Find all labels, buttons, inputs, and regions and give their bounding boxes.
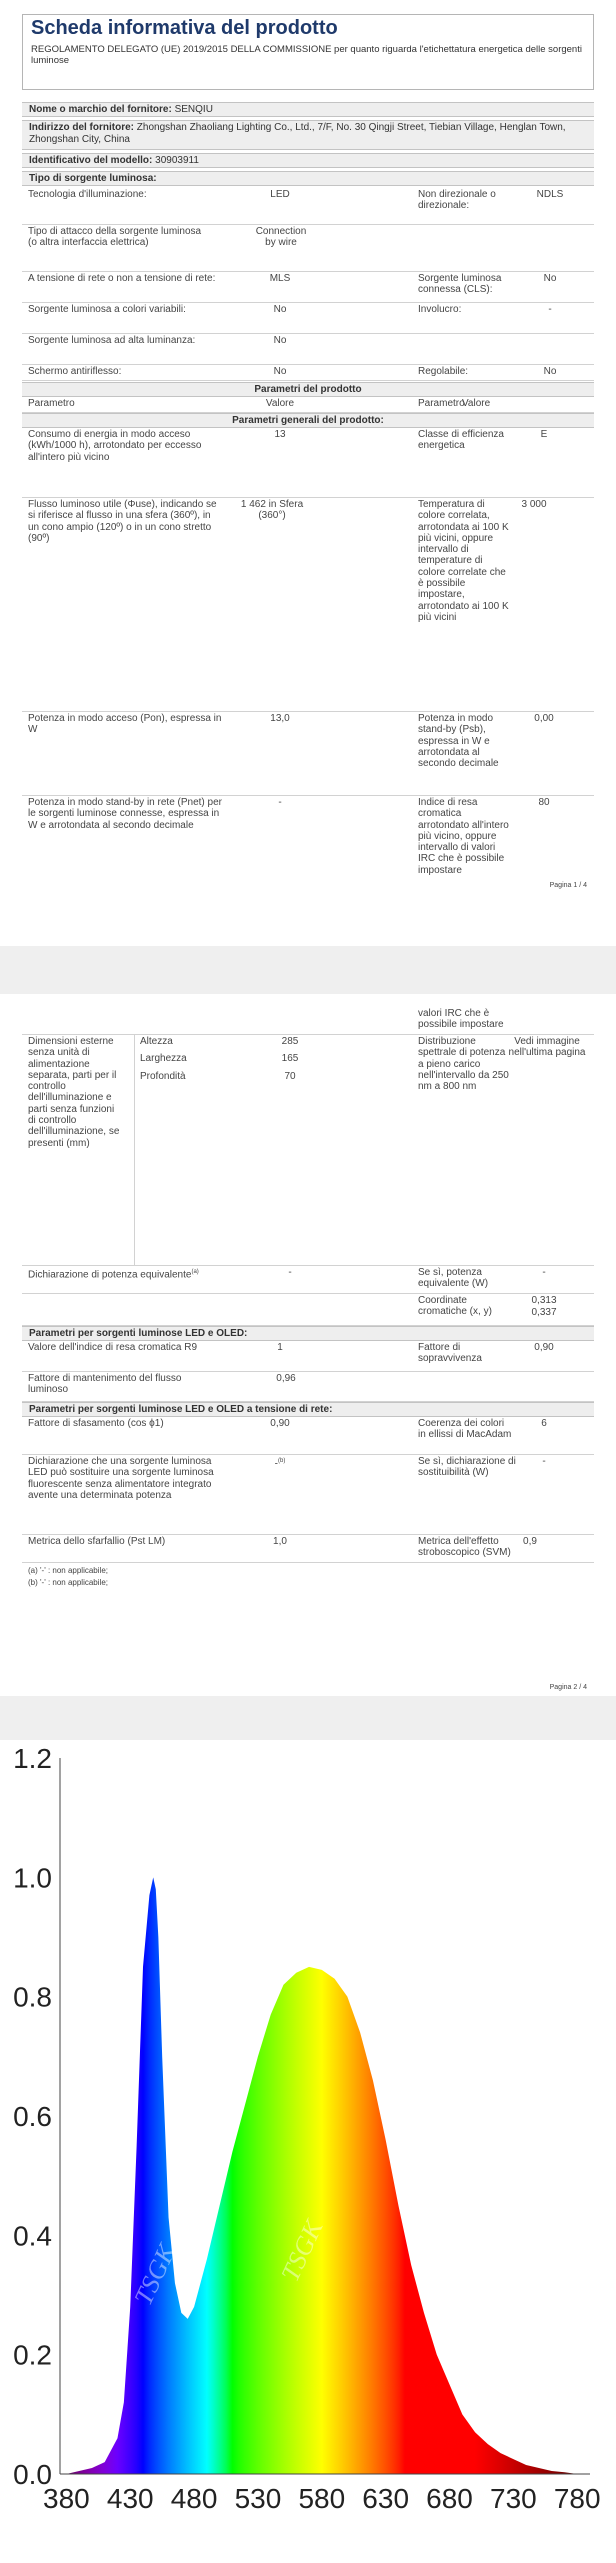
survival-value: 0,90 — [534, 1342, 554, 1353]
row-mains — [22, 272, 594, 303]
envelope-value: - — [548, 304, 552, 315]
led-oled-heading: Parametri per sorgenti luminose LED e OLED: — [22, 1326, 594, 1341]
page-separator-1 — [0, 946, 616, 994]
model-id-row: Identificativo del modello: 30903911 — [22, 153, 594, 168]
width-label: Larghezza — [140, 1053, 187, 1064]
row-cap-type — [22, 225, 594, 272]
row-flux — [22, 498, 594, 712]
hl-value: No — [273, 335, 287, 346]
depth-label: Profondità — [140, 1071, 186, 1082]
row-high-luminance — [22, 334, 594, 365]
row-glare — [22, 365, 594, 381]
replace2-value: - — [542, 1456, 546, 1467]
page-number-1: Pagina 1 / 4 — [549, 882, 587, 889]
strobo-value: 0,9 — [523, 1536, 537, 1547]
flicker-label: Metrica dello sfarfallio (Pst LM) — [28, 1536, 166, 1547]
x-tick-label: 630 — [362, 2483, 410, 2514]
supplier-address-value: Zhongshan Zhaoliang Lighting Co., Ltd., 7/F, No. 30 Qingji Street, Tiebian Village, Henglan Town, Zhongshan City, China — [29, 122, 566, 145]
macadam-label: Coerenza dei colori in ellissi di MacAdam — [418, 1418, 512, 1441]
psb-value: 0,00 — [534, 713, 554, 724]
spectral-distribution-chart — [0, 1740, 616, 2560]
watermark-2: TSGK — [428, 2108, 482, 2179]
survival-label: Fattore di sopravvivenza — [418, 1342, 482, 1365]
eqpower2-value: - — [542, 1267, 546, 1278]
page-2 — [0, 994, 616, 1696]
col-value: Valore — [265, 398, 295, 409]
energy-label: Consumo di energia in modo acceso (kWh/1000 h), arrotondato per eccesso all'intero più vicino — [28, 429, 202, 463]
supplier-brand-row: Nome o marchio del fornitore: SENQIU — [22, 102, 594, 117]
source-type-heading: Tipo di sorgente luminosa: — [22, 171, 594, 186]
replace2-label: Se sì, dichiarazione di sostituibilità (W) — [418, 1456, 516, 1479]
strobo-label: Metrica dell'effetto stroboscopico (SVM) — [418, 1536, 511, 1559]
supplier-address-row: Indirizzo del fornitore: Zhongshan Zhaoliang Lighting Co., Ltd., 7/F, No. 30 Qingji Street, Tiebian Village, Henglan Town, Zhongshan City, China — [22, 120, 594, 150]
col-param-2: Parametro — [418, 398, 465, 409]
chroma-label: Coordinate cromatiche (x, y) — [418, 1295, 492, 1318]
height-value: 285 — [281, 1036, 299, 1047]
macadam-value: 6 — [541, 1418, 547, 1429]
watermark-1: TSGK — [275, 2215, 329, 2286]
supplier-brand-value: SENQIU — [174, 104, 213, 115]
class-value: E — [540, 429, 548, 440]
x-tick-label: 780 — [553, 2483, 601, 2514]
cri-value: 80 — [538, 797, 550, 808]
y-tick-label: 0.4 — [13, 2220, 52, 2252]
dimmable-value: No — [543, 366, 557, 377]
tech-value: LED — [270, 189, 290, 200]
page-number-2: Pagina 2 / 4 — [549, 1684, 587, 1691]
page-title: Scheda informativa del prodotto — [31, 17, 338, 39]
x-tick-label: 380 — [43, 2483, 90, 2514]
x-tick-label: 730 — [490, 2483, 537, 2514]
watermark-0: TSGK — [128, 2239, 182, 2310]
disp-value: 0,90 — [270, 1418, 290, 1429]
cct-label: Temperatura di colore correlata, arrotondata ai 100 K più vicini, oppure intervallo di temperature di colore correlate che è possibile impostare, arrotondato ai 100 K più vicini — [418, 499, 509, 623]
row-flicker — [22, 1535, 594, 1563]
hl-label: Sorgente luminosa ad alta luminanza: — [28, 335, 196, 346]
col-value-2: Valore — [462, 398, 491, 409]
pon-label: Potenza in modo acceso (Pon), espressa in W — [28, 713, 222, 736]
col-param: Parametro — [28, 398, 75, 409]
row-chromaticity — [22, 1294, 594, 1326]
regulation-text: REGOLAMENTO DELEGATO (UE) 2019/2015 DELLA COMMISSIONE per quanto riguarda l'etichettatura energetica delle sorgenti luminose — [31, 44, 582, 66]
eqpower-value: - — [288, 1267, 292, 1278]
energy-value: 13 — [274, 429, 286, 440]
spd-value: Vedi immagine nell'ultima pagina — [508, 1036, 586, 1059]
row-tunable — [22, 303, 594, 334]
tunable-label: Sorgente luminosa a colori variabili: — [28, 304, 186, 315]
glare-label: Schermo antiriflesso: — [28, 366, 122, 377]
envelope-label: Involucro: — [418, 304, 462, 315]
psb-label: Potenza in modo stand-by (Psb), espressa in W e arrotondata al secondo decimale — [418, 713, 499, 770]
pnet-value: - — [278, 797, 282, 808]
eqpower2-label: Se sì, potenza equivalente (W) — [418, 1267, 489, 1290]
eqpower-label: Dichiarazione di potenza equivalente$^{(a)}$ — [28, 1269, 199, 1281]
row-technology — [22, 188, 594, 225]
row-r9 — [22, 1341, 594, 1372]
y-tick-label: 0.0 — [13, 2459, 52, 2490]
mains-value: MLS — [269, 273, 291, 284]
x-tick-label: 530 — [234, 2483, 282, 2514]
tunable-value: No — [273, 304, 287, 315]
row-energy — [22, 428, 594, 498]
cri-label-continued: valori IRC che è possibile impostare — [418, 1008, 504, 1031]
row-dimensions — [22, 1034, 594, 1266]
cct-value: 3 000 — [521, 499, 547, 510]
y-tick-label: 1.2 — [13, 1743, 52, 1774]
disp-label: Fattore di sfasamento (cos ϕ1) — [28, 1418, 164, 1429]
model-id-value: 30903911 — [155, 155, 199, 166]
x-tick-label: 680 — [426, 2483, 473, 2514]
class-label: Classe di efficienza energetica — [418, 429, 504, 452]
width-value: 165 — [281, 1053, 299, 1064]
pnet-label: Potenza in modo stand-by in rete (Pnet) per le sorgenti luminose connesse, espressa in W e arrotondata al secondo decimale — [28, 797, 222, 831]
general-params-heading: Parametri generali del prodotto: — [22, 413, 594, 428]
spectrum-area — [66, 1877, 577, 2474]
cls-value: No — [543, 273, 557, 284]
spd-label: Distribuzione spettrale di potenza a pieno carico nell'intervallo da 250 nm a 800 nm — [418, 1036, 509, 1093]
mains-led-heading: Parametri per sorgenti luminose LED e OLED a tensione di rete: — [22, 1402, 594, 1417]
y-tick-label: 0.8 — [13, 1981, 52, 2013]
directional-label: Non direzionale o direzionale: — [418, 189, 496, 212]
row-replacement — [22, 1455, 594, 1535]
params-column-headers — [22, 397, 594, 413]
tech-label: Tecnologia d'illuminazione: — [28, 189, 147, 200]
page-1 — [0, 0, 616, 946]
cap-label: Tipo di attacco della sorgente luminosa (o altra interfaccia elettrica) — [28, 226, 202, 249]
product-params-heading: Parametri del prodotto — [22, 382, 594, 397]
cap-value: Connection by wire — [255, 226, 307, 249]
watermark-3: TSGK — [533, 2078, 587, 2149]
cri-label: Indice di resa cromatica arrotondato all'intero più vicino, oppure intervallo di valori IRC che è possibile impostare — [418, 797, 509, 876]
x-tick-label: 480 — [170, 2483, 218, 2514]
y-tick-label: 0.6 — [13, 2101, 52, 2132]
row-standby-net — [22, 796, 594, 876]
x-tick-label: 430 — [106, 2483, 154, 2514]
flux-value: 1 462 in Sfera (360°) — [240, 499, 304, 522]
chroma-x: 0,313 — [531, 1295, 557, 1306]
spectral-chart-area — [0, 1740, 616, 2560]
depth-value: 70 — [284, 1071, 296, 1082]
pon-value: 13,0 — [270, 713, 290, 724]
footnote-a: (a) '-' : non applicabile; — [28, 1566, 108, 1575]
replace-value: -$^{(b)}$ — [274, 1458, 286, 1470]
maint-label: Fattore di mantenimento del flusso luminoso — [28, 1373, 182, 1396]
chroma-y: 0,337 — [531, 1307, 557, 1318]
row-power-on — [22, 712, 594, 796]
mains-label: A tensione di rete o non a tensione di rete: — [28, 273, 216, 284]
row-equivalent-power — [22, 1266, 594, 1294]
row-maintenance — [22, 1372, 594, 1402]
r9-label: Valore dell'indice di resa cromatica R9 — [28, 1342, 198, 1353]
title-frame — [22, 14, 594, 90]
footnote-b: (b) '-' : non applicabile; — [28, 1578, 108, 1587]
height-label: Altezza — [140, 1036, 173, 1047]
flicker-value: 1,0 — [273, 1536, 287, 1547]
directional-value: NDLS — [536, 189, 564, 200]
row-displacement — [22, 1417, 594, 1455]
flux-label: Flusso luminoso utile (Φuse), indicando se si riferisce al flusso in una sfera (360º), in un cono ampio (120º) o in un cono stretto (90º) — [28, 499, 217, 544]
dimmable-label: Regolabile: — [418, 366, 469, 377]
r9-value: 1 — [277, 1342, 283, 1353]
replace-label: Dichiarazione che una sorgente luminosa LED può sostituire una sorgente luminosa fluorescente senza alimentatore integrato avente una determinata potenza — [28, 1456, 214, 1501]
cls-label: Sorgente luminosa connessa (CLS): — [418, 273, 502, 296]
dims-label: Dimensioni esterne senza unità di alimentazione separata, parti per il controllo dell'illuminazione e parti senza funzioni di controllo dell'illuminazione, se presenti (mm) — [28, 1036, 120, 1149]
page-separator-2 — [0, 1696, 616, 1740]
x-tick-label: 580 — [298, 2483, 346, 2514]
y-tick-label: 1.0 — [13, 1862, 52, 1894]
maint-value: 0,96 — [276, 1373, 296, 1384]
y-tick-label: 0.2 — [13, 2339, 52, 2371]
glare-value: No — [273, 366, 287, 377]
